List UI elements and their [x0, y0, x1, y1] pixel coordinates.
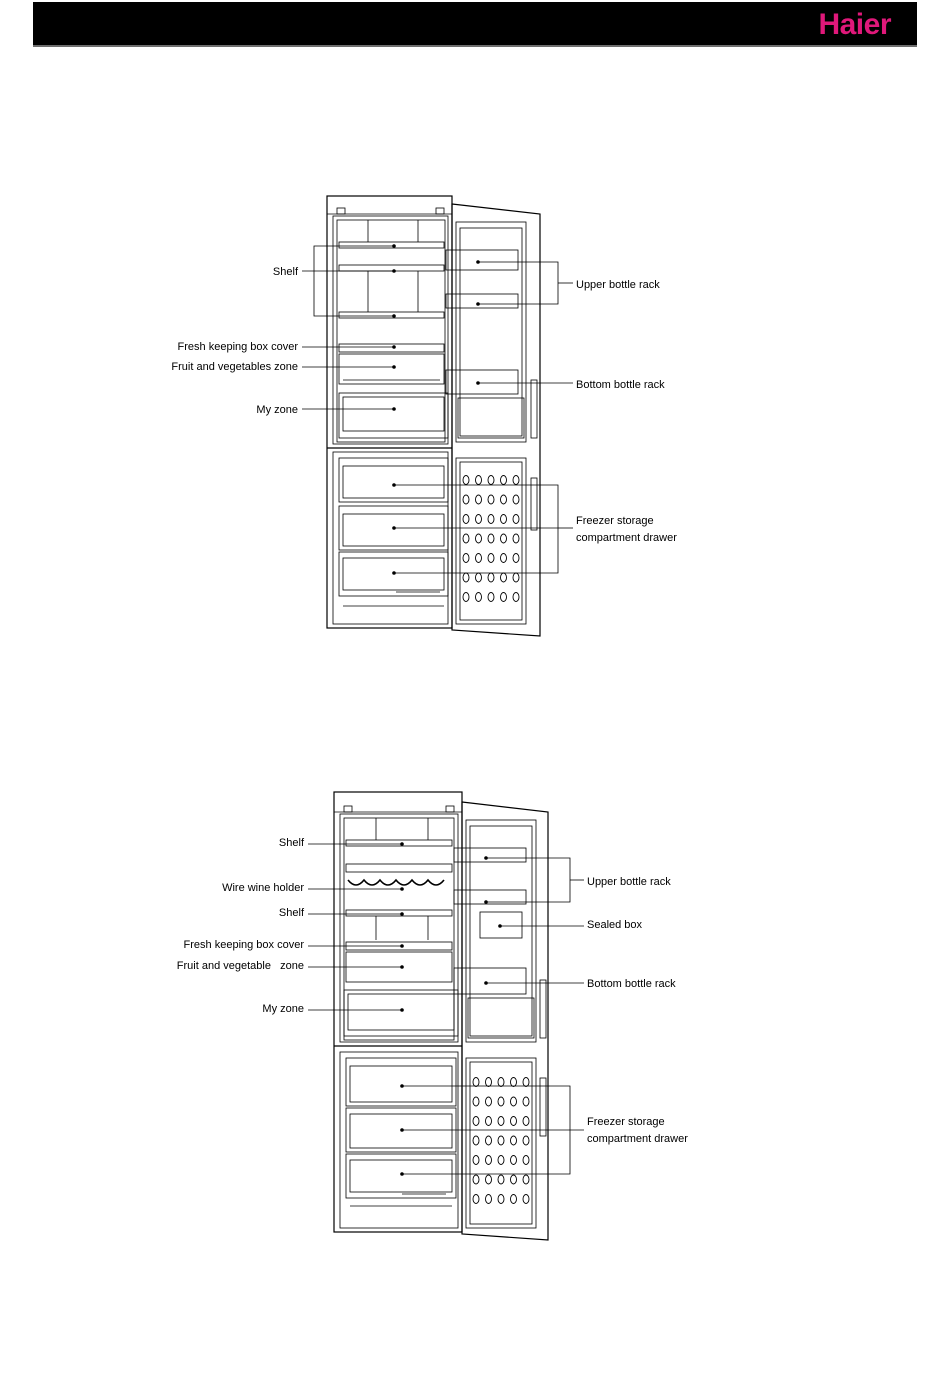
door-dimple: [498, 1078, 504, 1087]
label-fruit-vegetables-zone: Fruit and vegetables zone: [171, 361, 298, 373]
door-dimple: [486, 1175, 492, 1184]
door-dimple: [498, 1117, 504, 1126]
door-dimple: [473, 1175, 479, 1184]
door-dimple: [486, 1156, 492, 1165]
door-dimple: [473, 1156, 479, 1165]
door-dimple: [511, 1117, 517, 1126]
door-dimple: [523, 1097, 529, 1106]
door-dimples-2: [473, 1078, 529, 1204]
label-freezer-storage: Freezer storage: [576, 515, 654, 527]
door-dimple: [486, 1136, 492, 1145]
door-dimple: [473, 1078, 479, 1087]
door-dimple: [523, 1136, 529, 1145]
door-dimple: [498, 1156, 504, 1165]
door-dimple: [511, 1195, 517, 1204]
door-dimple: [486, 1195, 492, 1204]
door-dimple: [511, 1156, 517, 1165]
door-dimple: [498, 1136, 504, 1145]
label-fresh-keeping-box-cover: Fresh keeping box cover: [177, 341, 298, 353]
label-my-zone: My zone: [262, 1003, 304, 1015]
door-dimple: [523, 1117, 529, 1126]
label-bottom-bottle-rack: Bottom bottle rack: [576, 379, 665, 391]
label-compartment-drawer: compartment drawer: [587, 1133, 688, 1145]
door-dimple: [473, 1117, 479, 1126]
label-fresh-keeping-box-cover: Fresh keeping box cover: [183, 939, 304, 951]
label-shelf-top: Shelf: [278, 837, 304, 849]
door-dimple: [523, 1156, 529, 1165]
door-dimple: [473, 1097, 479, 1106]
door-dimple: [511, 1097, 517, 1106]
door-dimple: [523, 1195, 529, 1204]
label-upper-bottle-rack: Upper bottle rack: [587, 876, 671, 888]
door-dimple: [473, 1136, 479, 1145]
label-compartment-drawer: compartment drawer: [576, 532, 677, 544]
callouts-2: [308, 842, 584, 1176]
brand-logo: Haier: [818, 8, 891, 41]
door-dimple: [498, 1195, 504, 1204]
door-dimple: [523, 1175, 529, 1184]
door-dimple: [486, 1097, 492, 1106]
label-sealed-box: Sealed box: [587, 919, 643, 931]
label-my-zone: My zone: [256, 404, 298, 416]
label-freezer-storage: Freezer storage: [587, 1116, 665, 1128]
label-bottom-bottle-rack: Bottom bottle rack: [587, 978, 676, 990]
label-upper-bottle-rack: Upper bottle rack: [576, 279, 660, 291]
door-dimple: [473, 1195, 479, 1204]
label-fruit-vegetable-zone: Fruit and vegetable zone: [176, 960, 304, 972]
door-dimple: [511, 1175, 517, 1184]
fridge-cabinet-2: [334, 792, 462, 1232]
door-dimple: [511, 1078, 517, 1087]
label-wire-wine-holder: Wire wine holder: [222, 882, 304, 894]
door-dimple: [486, 1117, 492, 1126]
door-dimple: [486, 1078, 492, 1087]
door-dimple: [523, 1078, 529, 1087]
door-dimple: [498, 1097, 504, 1106]
label-shelf: Shelf: [272, 266, 298, 278]
label-shelf-mid: Shelf: [278, 907, 304, 919]
door-dimple: [511, 1136, 517, 1145]
door-dimple: [498, 1175, 504, 1184]
